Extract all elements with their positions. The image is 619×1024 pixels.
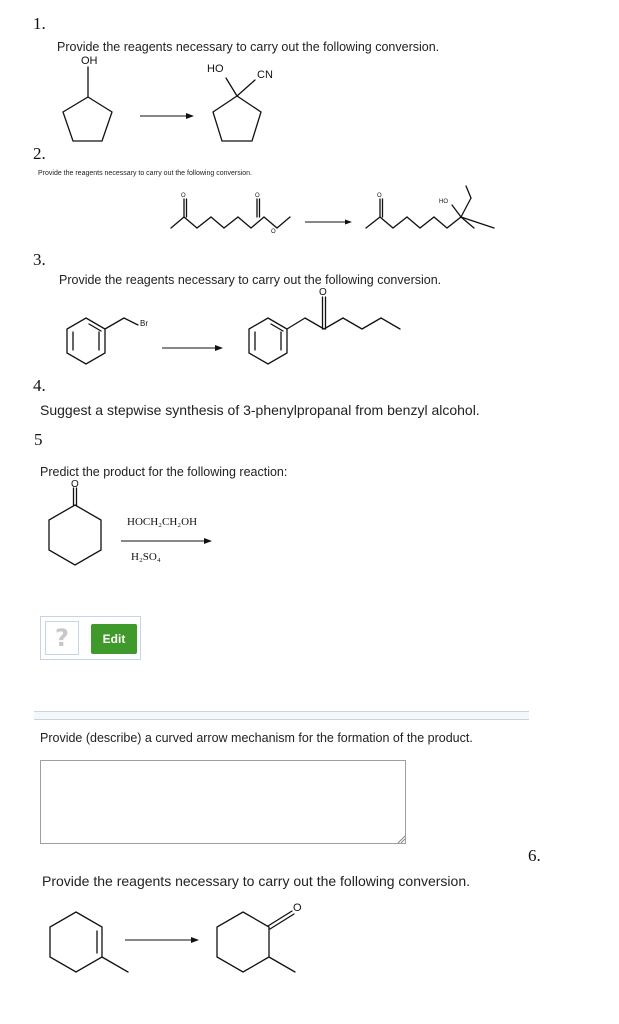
question-mark-icon[interactable]: ? [45, 621, 79, 655]
p6-methyl-bond [102, 957, 128, 972]
p3-br-label: Br [140, 319, 148, 328]
p2-ester-o-label: O [271, 229, 276, 235]
problem-2-prompt: Provide the reagents necessary to carry out the following conversion. [38, 170, 253, 177]
problem-5-prompt: Predict the product for the following reaction: [40, 465, 288, 479]
problem-3-prompt: Provide the reagents necessary to carry out the following conversion. [59, 273, 442, 287]
p1-oh-label: OH [81, 55, 98, 67]
p1-ho-label: HO [207, 63, 224, 75]
p2-ester-carbonyl-o-label: O [255, 193, 260, 199]
p6-product-molecule [217, 902, 302, 972]
p6-reactant-molecule [50, 912, 128, 972]
p6-product-ring [217, 912, 269, 972]
p6-o-label: O [293, 902, 302, 914]
p3-o-label: O [319, 287, 327, 298]
problem-4-prompt: Suggest a stepwise synthesis of 3-phenylpropanal from benzyl alcohol. [40, 402, 480, 418]
p5-reagent-top: HOCH₂CH₂OH [127, 516, 198, 528]
problem-4-number: 4. [33, 376, 46, 395]
problem-1-number: 1. [33, 14, 46, 33]
problem-6-number: 6. [528, 846, 541, 865]
problem-3-number: 3. [33, 250, 46, 269]
p6-product-methyl-bond [269, 957, 295, 972]
mechanism-prompt: Provide (describe) a curved arrow mechanism for the formation of the product. [40, 731, 473, 745]
problem-2-number: 2. [33, 144, 46, 163]
problem-6-prompt: Provide the reagents necessary to carry out the following conversion. [42, 873, 471, 889]
p2-product-o-label: O [377, 193, 382, 199]
p6-reaction-arrow [125, 937, 199, 943]
edit-structure-button[interactable]: Edit [91, 624, 137, 654]
problem-5-number: 5 [34, 430, 43, 449]
p5-o-label: O [71, 479, 79, 490]
p6-reactant-ring [50, 912, 102, 972]
p1-cn-label: CN [257, 69, 273, 81]
problem-1-prompt: Provide the reagents necessary to carry out the following conversion. [57, 40, 440, 54]
p2-ketone-o-label: O [181, 193, 186, 199]
p5-reagent-bottom: H₂SO₄ [131, 551, 161, 563]
p2-ho-label: HO [439, 199, 448, 205]
